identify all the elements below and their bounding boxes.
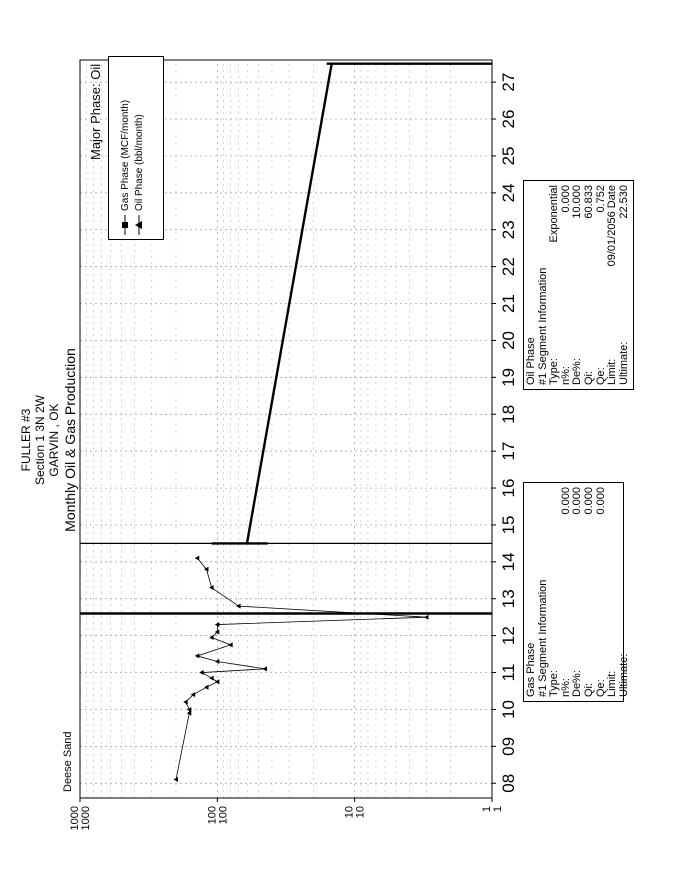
oil-row-label: Qi: (582, 370, 595, 385)
x-tick-label: 09 (499, 736, 518, 756)
gas-segment-box (523, 482, 630, 702)
gas-row-label: Limit: (606, 670, 619, 697)
x-tick-label: 20 (499, 330, 518, 350)
oil-point (262, 666, 267, 671)
oil-point (199, 670, 204, 675)
well-county: GARVIN , OK (47, 403, 61, 477)
gas-row-value: 0.000 (582, 487, 595, 515)
gas-row-label: De%: (571, 670, 584, 697)
x-tick-label: 08 (499, 773, 518, 793)
triangle-marker-icon (133, 215, 145, 235)
gas-row-value: 0.000 (571, 487, 584, 515)
gas-row-label: Ultimate: (617, 653, 630, 697)
oil-point (209, 676, 214, 681)
x-tick-label: 21 (499, 294, 518, 314)
y-tick-label: 1 (481, 806, 493, 813)
formation-label: Deese Sand (62, 731, 74, 792)
legend (108, 56, 164, 240)
x-tick-label: 10 (499, 699, 518, 719)
y-tick-label: 100 (217, 806, 230, 825)
series (173, 64, 492, 782)
gas-box-title: Gas Phase (525, 642, 537, 697)
oil-box-title: Oil Phase (525, 337, 537, 385)
gas-row-label: Qi: (582, 682, 595, 697)
legend-gas-label: Gas Phase (MCF/month) (119, 99, 131, 211)
x-tick-label: 15 (499, 515, 518, 535)
oil-row-value: 10.000 (571, 185, 584, 219)
oil-row-label: Type: (548, 358, 561, 385)
y-tick-label: 100 (206, 806, 219, 825)
oil-row-label: Qe: (594, 367, 607, 385)
oil-box-segment: #1 Segment Information (536, 267, 549, 385)
oil-row-label: Ultimate: (617, 341, 630, 385)
x-tick-label: 24 (499, 183, 518, 203)
gas-row-label: Type: (548, 670, 561, 697)
x-tick-label: 17 (499, 441, 518, 461)
chart-title: Monthly Oil & Gas Production (62, 348, 78, 532)
x-tick-label: 18 (499, 404, 518, 424)
oil-point (183, 700, 188, 705)
oil-row-value: 0.000 (559, 185, 572, 213)
oil-row-value: 22.530 (617, 185, 630, 219)
gas-row-value: 0.000 (559, 487, 572, 515)
x-tick-label: 14 (499, 552, 518, 572)
y-tick-label: 1000 (69, 806, 81, 831)
square-marker-icon (119, 215, 131, 235)
x-tick-label: 11 (499, 663, 518, 682)
oil-segment-box (523, 180, 634, 390)
oil-point (424, 615, 429, 620)
x-tick-label: 16 (499, 478, 518, 498)
x-tick-label: 13 (499, 589, 518, 609)
x-tick-label: 19 (499, 367, 518, 387)
gas-box-segment: #1 Segment Information (536, 579, 549, 697)
x-tick-label: 26 (499, 109, 518, 129)
well-name: FULLER #3 (19, 408, 33, 472)
y-tick-label: 10 (354, 806, 367, 819)
y-tick-label: 1000 (80, 806, 92, 831)
oil-row-value: 60.833 (582, 185, 595, 219)
legend-oil (133, 114, 145, 239)
x-tick-label: 12 (499, 626, 518, 646)
oil-row-label: Limit: (606, 358, 619, 385)
oil-point (195, 556, 200, 561)
major-phase: Major Phase: Oil (88, 63, 103, 160)
legend-gas (119, 100, 131, 239)
gas-row-label: Qe: (594, 679, 607, 697)
y-tick-label: 10 (343, 806, 356, 819)
well-location: Section 1 3N 2W (33, 394, 47, 486)
oil-row-label: De%: (571, 358, 584, 385)
oil-row-label: n%: (559, 366, 572, 385)
oil-point (204, 685, 209, 690)
oil-row-value: Exponential (548, 185, 561, 243)
oil-row-value: 09/01/2056 Date (606, 185, 619, 267)
x-tick-label: 27 (499, 72, 518, 92)
x-tick-label: 25 (499, 146, 518, 166)
gas-row-label: n%: (559, 678, 572, 697)
y-tick-label: 1 (492, 806, 504, 813)
oil-point (173, 777, 178, 782)
oil-point (195, 653, 200, 658)
forecast-line (247, 64, 332, 544)
x-tick-label: 22 (499, 257, 518, 277)
legend-oil-label: Oil Phase (bbl/month) (133, 114, 145, 211)
x-tick-label: 23 (499, 220, 518, 240)
gas-row-value: 0.000 (594, 487, 607, 515)
oil-row-value: 0.752 (594, 185, 607, 213)
